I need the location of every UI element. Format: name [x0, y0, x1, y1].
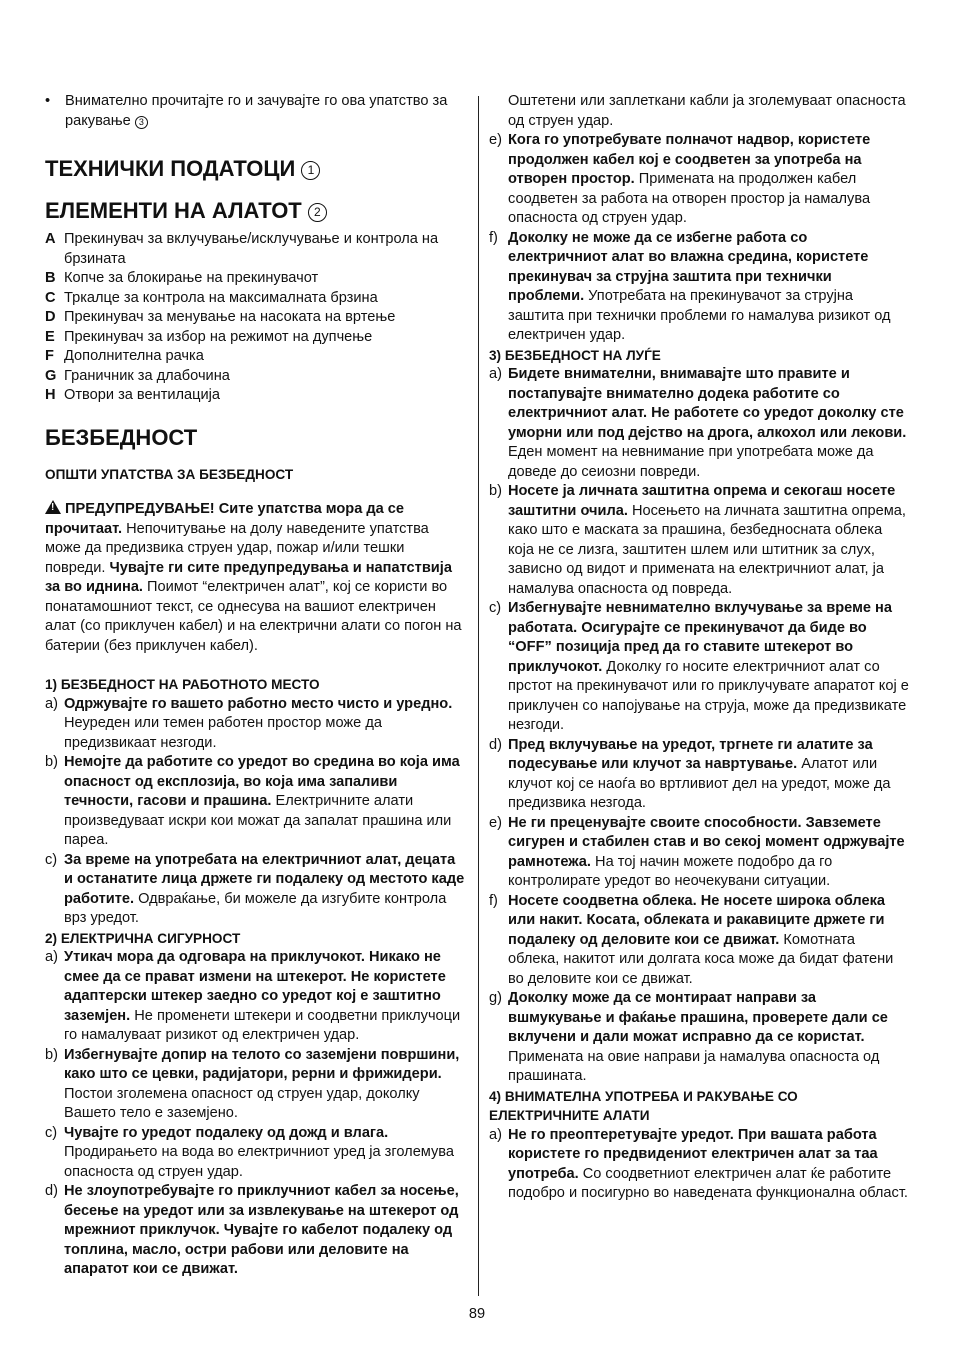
item-text: [508, 229, 909, 346]
figure-ref-2: 2: [308, 203, 327, 222]
item-letter: a): [45, 695, 58, 712]
list-item: [489, 892, 909, 990]
legend-key: D: [45, 309, 56, 325]
item-plain-text: Комотната облека, накитот или долгата коса може да бидат фатени во деловите кои се движат.: [508, 931, 894, 987]
item-letter: b): [489, 483, 502, 499]
item-text: [508, 365, 909, 482]
item-text: [508, 736, 909, 814]
item-plain-text: Не променети штекери и соодветни приклучоци го намалуваат ризикот од електричен удар.: [64, 1007, 461, 1043]
left-column: [45, 92, 468, 1280]
legend-text: Отвори за вентилација: [64, 387, 221, 403]
item-text: [64, 1124, 468, 1183]
item-bold-text: Утикач мора да одговара на приклучокот. Никако не смее да се прават измени на штекерот. Не користете адаптерски штекер заедно со уредот кој е заштитно заземјен.: [64, 949, 446, 1024]
item-plain-text: Алатот или клучот кој се наоѓа во вртливиот дел на уредот, може да предизвика незгода.: [508, 756, 891, 811]
item-bold-text: Не злоупотребувајте го приклучниот кабел за носење, бесење на уредот или за извлекување на штекерот од мрежниот приклучок. Чувајте го кабелот подалеку од топлина, масло, остри рабови или деловите на апаратот кои се движат.: [64, 1183, 459, 1277]
item-plain-text: Примената на продолжен кабел соодветен за работа на отворен простор ја намалува опасноста од струен удар.: [508, 171, 871, 226]
legend-item: [45, 347, 468, 367]
section-3-title: 3) БЕЗБЕДНОСТ НА ЛУЃЕ: [489, 347, 661, 363]
item-plain-text: Неуреден или темен работен простор може да предизвикаат незгоди.: [64, 715, 382, 751]
section-2-continued-list: [489, 131, 909, 346]
item-bold-text: Бидете внимателни, внимавајте што правите и постапувајте внимателно додека работите со електричниот алат. Не работете со уредот доколку сте уморни или под дејство на дрога, алкохол или лекови.: [508, 366, 907, 441]
legend-item: [45, 289, 468, 309]
list-item: [489, 736, 909, 814]
section-1-list: [45, 695, 468, 929]
list-item: [45, 1046, 468, 1124]
item-letter: d): [45, 1183, 58, 1199]
item-bold-text: Немојте да работите со уредот во средина во која има опасност од експлозија, во која има запаливи течности, гасови и прашина.: [64, 754, 460, 809]
list-item: [45, 948, 468, 1046]
item-text: [508, 131, 909, 229]
item-letter: e): [489, 132, 502, 148]
item-text: [508, 892, 909, 990]
item-text: [508, 1126, 909, 1204]
section-4-title: 4) ВНИМАТЕЛНА УПОТРЕБА И РАКУВАЊЕ СО ЕЛЕКТРИЧНИТЕ АЛАТИ: [489, 1088, 798, 1123]
item-text: [64, 1182, 468, 1280]
item-plain-text: Одвраќање, би можеле да изгубите контрола врз уредот.: [64, 890, 447, 926]
item-letter: f): [489, 229, 498, 246]
legend-key: H: [45, 387, 56, 403]
legend-text: Прекинувач за избор на режимот на дупчење: [64, 328, 373, 345]
list-item: [489, 229, 909, 346]
bullet-icon: •: [45, 93, 51, 109]
item-letter: a): [489, 1126, 502, 1143]
list-item: [489, 814, 909, 892]
column-divider: [478, 96, 479, 1296]
item-plain-text: Постои зголемена опасност од струен удар, доколку Вашето тело е заземјено.: [64, 1085, 420, 1121]
item-text: [508, 599, 909, 736]
item-bold-text: Пред вклучување на уредот, тргнете ги алатите за подесување или клучот за навртување.: [508, 736, 873, 772]
item-plain-text: Доколку го носите електричниот алат со прстот на прекинувачот или го приклучувате апаратот кој е приклучен со напојување на струја, може да предизвикате незгоди.: [508, 658, 909, 733]
continued-text: Оштетени или заплеткани кабли ја зголемуваат опасноста од струен удар.: [508, 93, 906, 129]
general-safety-title: ОПШТИ УПАТСТВА ЗА БЕЗБЕДНОСТ: [45, 466, 294, 482]
legend-text: Граничник за длабочина: [64, 367, 230, 384]
item-bold-text: Кога го употребувате полначот надвор, користете продолжен кабел кој е соодветен за употреба на отворен простор.: [508, 132, 871, 187]
section-1-title: 1) БЕЗБЕДНОСТ НА РАБОТНОТО МЕСТО: [45, 677, 320, 692]
list-item: [45, 695, 468, 754]
item-bold-text: Не го преоптеретувајте уредот. При вашата работа користете го предвидениот електричен алат за таа употреба.: [508, 1126, 878, 1182]
figure-ref-1: 1: [301, 161, 320, 180]
list-item: [489, 365, 909, 482]
legend-key: B: [45, 270, 56, 286]
item-text: [508, 989, 909, 1087]
heading-tool-elements: ЕЛЕМЕНТИ НА АЛАТОТ 2: [45, 198, 468, 224]
section-2-title: 2) ЕЛЕКТРИЧНА СИГУРНОСТ: [45, 930, 241, 946]
item-text: [64, 1046, 468, 1124]
item-plain-text: Продирањето на вода во електричниот уред ја зголемува опасноста од струен удар.: [64, 1144, 455, 1180]
item-bold-text: Доколку може да се монтираат направи за вшмукување и фаќање прашина, проверете дали се вклучени и дали можат исправно да се користат.: [508, 990, 888, 1045]
item-letter: a): [489, 366, 502, 382]
list-item: [45, 1124, 468, 1183]
legend-item: [45, 328, 468, 348]
list-item: [489, 989, 909, 1087]
legend-item: [45, 269, 468, 289]
item-bold-text: Одржувајте го вашето работно место чисто и уредно.: [64, 695, 453, 712]
item-letter: b): [45, 1046, 58, 1063]
legend-text: Копче за блокирање на прекинувачот: [64, 270, 319, 286]
legend-text: Прекинувач за вклучување/исклучување и контрола на брзината: [64, 231, 439, 267]
warning-paragraph: !ПРЕДУПРЕДУВАЊЕ! Сите упатства мора да се прочитаат. Непочитување на долу наведените упатства може да предизвика струен удар, пожар и/или тешки повреди. Чувајте ги сите предупредувања и напатствија за во иднина. Поимот “електричен алат”, кој се користи во понатамошниот текст, се однесува на вашиот електричен алат (со приклучен кабел) и на електрични алати со погон на батерии (без приклучен кабел).: [45, 500, 468, 656]
item-bold-text: Носете ја личната заштитна опрема и секогаш носете заштитни очила.: [508, 483, 896, 519]
item-letter: c): [489, 600, 502, 616]
item-plain-text: Со соодветниот електричен алат ќе работите подобро и посигурно во наведената функционална област.: [508, 1165, 908, 1201]
section-4-list: [489, 1126, 909, 1204]
list-item: [489, 599, 909, 736]
warning-triangle-icon: [45, 500, 61, 514]
section-3-list: [489, 365, 909, 1087]
legend-key: G: [45, 367, 57, 384]
list-item: [489, 1126, 909, 1204]
item-letter: e): [489, 814, 502, 831]
legend-key: F: [45, 348, 54, 364]
legend-item: [45, 386, 468, 406]
item-letter: g): [489, 990, 502, 1006]
item-letter: f): [489, 892, 498, 909]
legend-text: Тркалце за контрола на максималната брзина: [64, 289, 378, 306]
read-instructions-bullet: • Внимателно прочитајте го и зачувајте го ова упатство за ракување 3: [45, 92, 468, 131]
list-item: [489, 482, 909, 599]
section-2-list: [45, 948, 468, 1280]
legend-item: [45, 230, 468, 269]
item-letter: d): [489, 736, 502, 753]
heading-safety: БЕЗБЕДНОСТ: [45, 424, 198, 450]
item-text: [508, 814, 909, 892]
list-item: [45, 753, 468, 851]
item-bold-text: Не ги преценувајте своите способности. Завземете сигурен и стабилен став и во секој момент одржувајте рамнотежа.: [508, 814, 905, 870]
item-bold-text: Избегнувајте невнимателно вклучување за време на работата. Осигурајте се прекинувачот да биде во “OFF” позиција пред да го ставите штекерот во приклучокот.: [508, 600, 892, 675]
legend-key: E: [45, 328, 55, 345]
parts-legend: [45, 230, 468, 406]
legend-item: [45, 367, 468, 387]
list-item: [45, 851, 468, 929]
legend-item: [45, 308, 468, 328]
page-number: 89: [468, 1306, 486, 1322]
item-text: [64, 948, 468, 1046]
legend-text: Дополнителна рачка: [64, 348, 204, 364]
item-bold-text: Доколку не може да се избегне работа со електричниот алат во влажна средина, користете прекинувач за струјна заштита при технички проблеми.: [508, 229, 869, 304]
legend-key: A: [45, 231, 56, 247]
item-text: [508, 482, 909, 599]
item-text: [64, 695, 468, 754]
item-bold-text: Чувајте го уредот подалеку од дожд и влага.: [64, 1124, 389, 1141]
item-text: [64, 753, 468, 851]
figure-ref-3: 3: [135, 116, 148, 129]
list-item: [45, 1182, 468, 1280]
item-bold-text: Избегнувајте допир на телото со заземјени површини, како што се цевки, радијатори, рерни и фрижидери.: [64, 1046, 460, 1082]
legend-text: Прекинувач за менување на насоката на вртење: [64, 309, 396, 325]
item-text: [64, 851, 468, 929]
item-plain-text: Употребата на прекинувачот за струјна заштита при технички проблеми го намалува ризикот од електричен удар.: [508, 288, 891, 343]
item-letter: a): [45, 949, 58, 965]
item-letter: c): [45, 1124, 58, 1141]
item-plain-text: Носењето на личната заштитна опрема, како што е маската за прашина, безбедносната облека која не се лизга, заштитен шлем или штитник за слух, зависно од видот и примената на електричниот алат, ја намалува опасноста од повреда.: [508, 502, 906, 597]
item-bold-text: Носете соодветна облека. Не носете широка облека или накит. Косата, облеката и ракавиците држете ги подалеку од деловите кои се движат.: [508, 892, 885, 948]
item-letter: c): [45, 851, 58, 868]
heading-technical-data: ТЕХНИЧКИ ПОДАТОЦИ 1: [45, 156, 468, 182]
list-item: [489, 131, 909, 229]
item-letter: b): [45, 754, 58, 770]
legend-key: C: [45, 289, 56, 306]
item-bold-text: За време на употребата на електричниот алат, децата и останатите лица држете ги подалеку од местото каде работите.: [64, 851, 465, 907]
item-plain-text: Еден момент на невнимание при употребата може да доведе до сеиозни повреди.: [508, 444, 874, 480]
item-plain-text: Електричните алати произведуваат искри кои можат да запалат прашина или пареа.: [64, 793, 452, 848]
item-plain-text: На тој начин можете подобро да го контролирате уредот во неочекувани ситуации.: [508, 853, 833, 889]
item-plain-text: Примената на овие направи ја намалува опасноста од прашината.: [508, 1048, 880, 1084]
right-column: [489, 92, 909, 1204]
